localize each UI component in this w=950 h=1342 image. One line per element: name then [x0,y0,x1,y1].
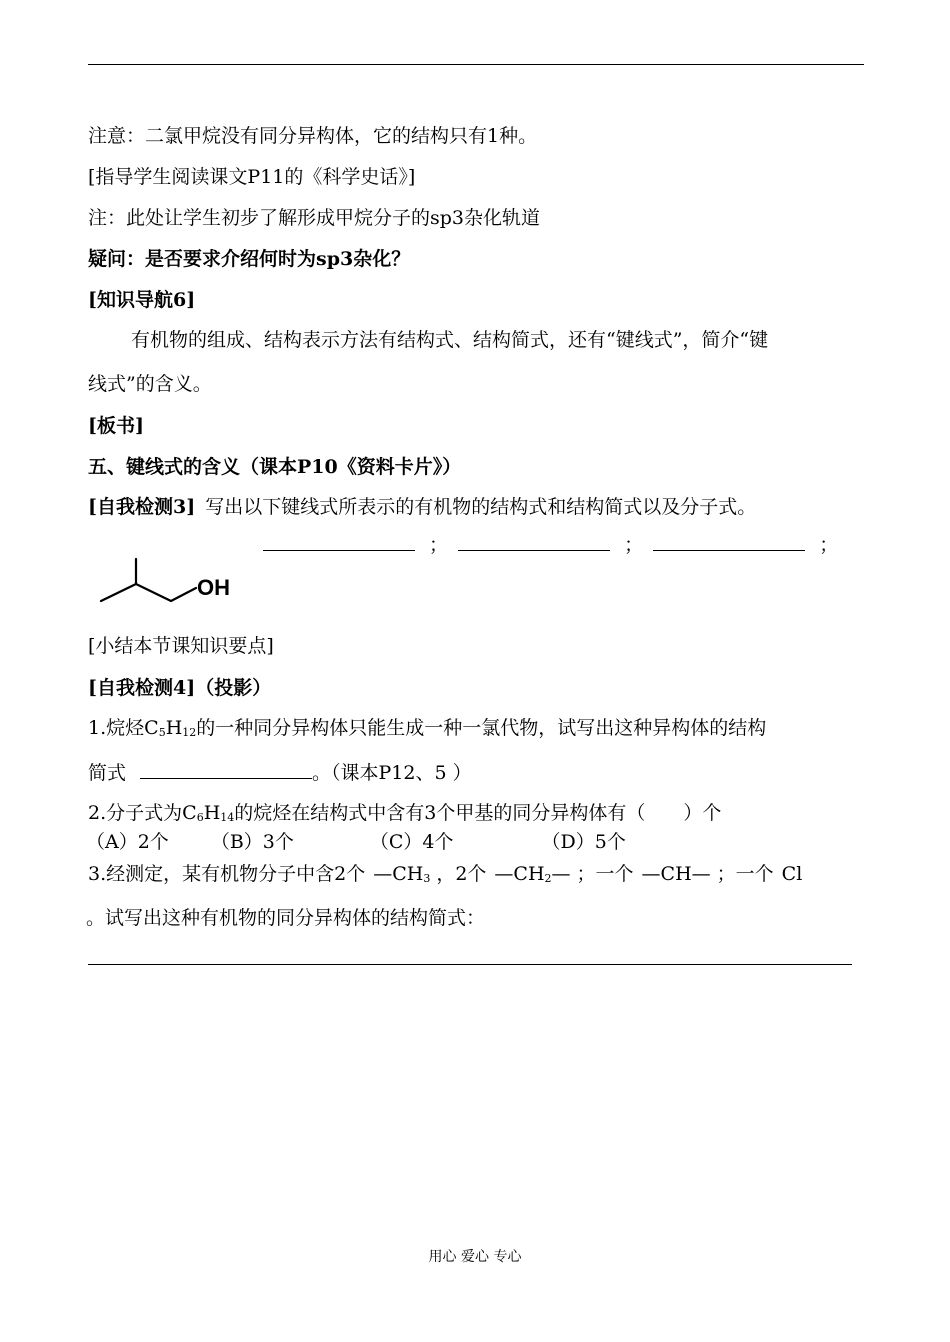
option-c[interactable]: （C）4个 [369,831,454,853]
oh-label: OH [197,575,230,600]
group-ch: —CH— [641,863,711,885]
paragraph-line-1: 有机物的组成、结构表示方法有结构式、结构简式，还有“键线式”，简介“键 [131,329,769,351]
note-sp3: 注：此处让学生初步了解形成甲烷分子的sp3杂化轨道 [88,207,541,229]
semicolon-3: ； [819,534,839,556]
semicolon-1: ； [429,534,449,556]
option-b[interactable]: （B）3个 [210,831,294,853]
section-5-title: 五、键线式的含义（课本P10《资料卡片》） [88,456,462,478]
option-a[interactable]: （A）2个 [86,831,169,853]
q3-prefix: 3.经测定，某有机物分子中含2个 [88,863,366,885]
question-3-line-1 [88,862,802,886]
knowledge-nav-6: [知识导航6] [88,289,196,311]
q3-mid2: ；一个 [576,863,634,885]
footer: 用心 爱心 专心 [428,1249,522,1265]
bond-lines [101,584,196,601]
q1-formula: $C_5H_{12}$ [144,717,197,739]
self-check-3-text: 写出以下键线式所表示的有机物的结构式和结构简式以及分子式。 [205,496,757,518]
question-2-options [86,830,626,854]
q3-mid1: ，2个 [436,863,487,885]
guide-reading: [指导学生阅读课文P11的《科学史话》] [88,166,416,188]
answer-blanks [263,532,838,557]
group-ch3: $—CH_3$ [373,863,431,885]
q1-suffix: 的一种同分异构体只能生成一种一氯代物，试写出这种异构体的结构 [196,717,767,739]
question-3-line-2: 。试写出这种有机物的同分异构体的结构简式： [86,907,486,929]
q1-line2-suffix: 。（课本P12、5 ） [312,762,472,784]
q3-mid3: ；一个 [716,863,774,885]
group-ch2: $—CH_2—$ [494,863,571,885]
q2-formula: $C_6H_{14}$ [182,802,235,824]
option-d[interactable]: （D）5个 [541,831,626,853]
paragraph-line-2: 线式”的含义。 [88,373,212,395]
note-dichloromethane: 注意：二氯甲烷没有同分异构体，它的结构只有1种。 [88,125,538,147]
self-check-3 [88,495,756,519]
self-check-4: [自我检测4]（投影） [88,677,272,699]
self-check-3-label: [自我检测3] [88,496,196,518]
semicolon-2: ； [624,534,644,556]
q2-suffix2: ）个 [683,802,722,824]
q2-prefix: 2.分子式为 [88,802,183,824]
question-sp3: 疑问：是否要求介绍何时为sp3杂化？ [88,248,411,270]
q2-suffix: 的烷烃在结构式中含有3个甲基的同分异构体有（ [234,802,646,824]
answer-blank-1[interactable] [263,532,415,551]
group-cl: Cl [781,863,803,885]
summary-heading: [小结本节课知识要点] [88,635,274,657]
q1-line2-prefix: 简式 [88,762,127,784]
top-rule [88,64,864,65]
answer-blank-3[interactable] [653,532,805,551]
q1-prefix: 1.烷烃 [88,717,145,739]
skeletal-formula [96,555,256,615]
answer-blank-2[interactable] [458,532,610,551]
question-1-line-2 [88,760,472,785]
board-heading: [板书] [88,415,144,437]
q1-answer-blank[interactable] [140,760,312,779]
question-1-line-1 [88,716,766,740]
answer-line[interactable] [88,964,852,965]
question-2 [88,801,721,825]
